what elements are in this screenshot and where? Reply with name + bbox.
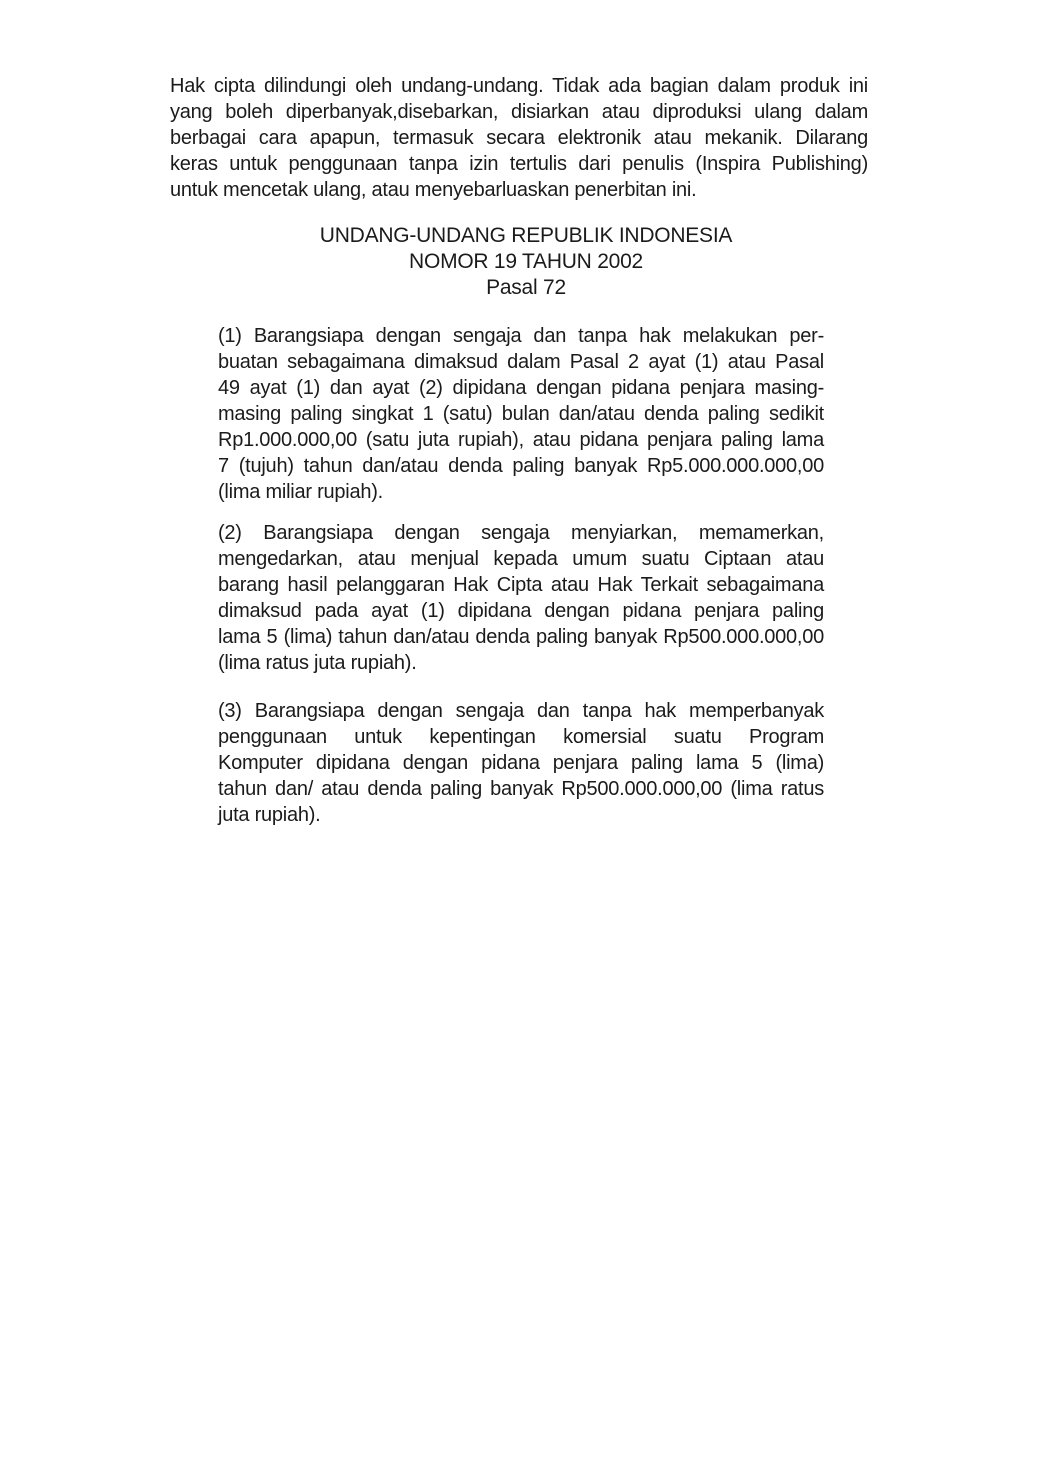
article-paragraph-2: [218, 520, 824, 676]
law-title: UNDANG-UNDANG REPUBLIK INDONESIA: [319, 224, 733, 247]
article-line: penggunaan untuk kepentingan komersial suatu Program: [218, 726, 824, 748]
article-line: Komputer dipidana dengan pidana penjara paling lama 5 (lima): [218, 752, 824, 774]
article-line: (lima ratus juta rupiah).: [218, 652, 417, 674]
article-line: (2) Barangsiapa dengan sengaja menyiarkan, memamerkan,: [218, 522, 824, 544]
article-line: 7 (tujuh) tahun dan/atau denda paling banyak Rp5.000.000.000,00: [218, 455, 824, 477]
article-line: dimaksud pada ayat (1) dipidana dengan pidana penjara paling: [218, 600, 824, 622]
article-paragraph-1: [218, 323, 824, 505]
notice-line: untuk mencetak ulang, atau menyebarluaskan penerbitan ini.: [170, 179, 697, 201]
article-line: buatan sebagaimana dimaksud dalam Pasal 2 ayat (1) atau Pasal: [218, 351, 824, 373]
copyright-notice: [170, 73, 868, 203]
article-line: barang hasil pelanggaran Hak Cipta atau Hak Terkait sebagaimana: [218, 574, 824, 596]
notice-line: berbagai cara apapun, termasuk secara elektronik atau mekanik. Dilarang: [170, 127, 868, 149]
article-line: (1) Barangsiapa dengan sengaja dan tanpa hak melakukan per-: [218, 325, 824, 347]
notice-line: Hak cipta dilindungi oleh undang-undang. Tidak ada bagian dalam produk ini: [170, 75, 868, 97]
article-line: juta rupiah).: [218, 804, 321, 826]
law-article: Pasal 72: [486, 276, 566, 299]
article-line: lama 5 (lima) tahun dan/atau denda paling banyak Rp500.000.000,00: [218, 626, 824, 648]
article-line: Rp1.000.000,00 (satu juta rupiah), atau pidana penjara paling lama: [218, 429, 824, 451]
article-line: masing paling singkat 1 (satu) bulan dan/atau denda paling sedikit: [218, 403, 824, 425]
article-line: mengedarkan, atau menjual kepada umum suatu Ciptaan atau: [218, 548, 824, 570]
law-number: NOMOR 19 TAHUN 2002: [409, 250, 643, 273]
article-line: tahun dan/ atau denda paling banyak Rp500.000.000,00 (lima ratus: [218, 778, 824, 800]
article-line: 49 ayat (1) dan ayat (2) dipidana dengan pidana penjara masing-: [218, 377, 824, 399]
article-line: (lima miliar rupiah).: [218, 481, 383, 503]
notice-line: keras untuk penggunaan tanpa izin tertulis dari penulis (Inspira Publishing): [170, 153, 868, 175]
notice-line: yang boleh diperbanyak,disebarkan, disiarkan atau diproduksi ulang dalam: [170, 101, 868, 123]
article-paragraph-3: [218, 698, 824, 828]
law-heading: [170, 223, 882, 301]
article-line: (3) Barangsiapa dengan sengaja dan tanpa hak memperbanyak: [218, 700, 824, 722]
